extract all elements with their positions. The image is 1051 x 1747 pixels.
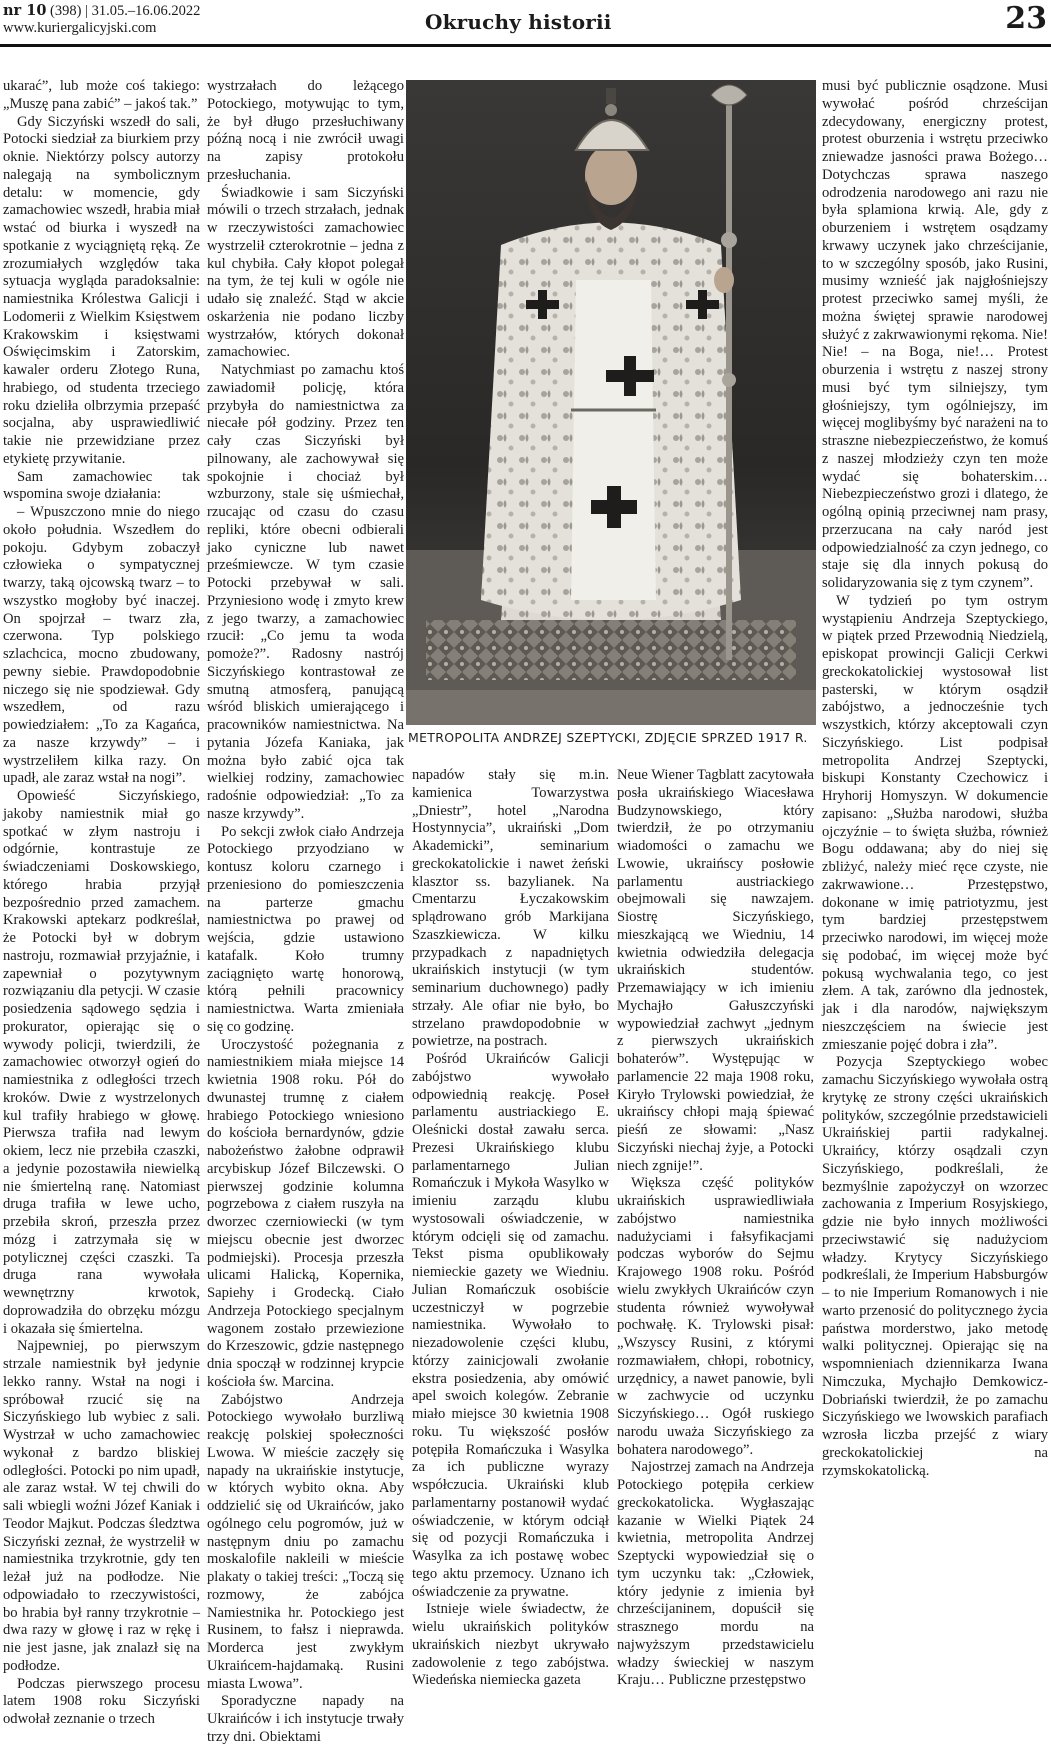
paragraph: Podczas pierwszego procesu latem 1908 roku Siczyński odwołał zeznanie o trzech (3, 1675, 200, 1727)
paragraph: napadów stały się m.in. kamienica Towarzystwa „Dniestr”, hotel „Narodna Hostynnycia”, ukraiński „Dom Akademicki”, seminarium greckokatolickie i nawet żeński klasztor ss. bazylianek. Na Cmentarzu Łyczakowskim splądrowano grób Markijana Szaszkiewicza. W kilku przypadkach z napadniętych ukraińskich instytucji (w tym seminarium duchownego) padły strzały. Ale ofiar nie było, bo strzelano prawdopodobnie w powietrze, na postrach. (412, 767, 609, 1050)
paragraph: Pośród Ukraińców Galicji zabójstwo wywołało odpowiednią reakcję. Poseł parlamentu austriackiego E. Oleśnicki dostał zawału serca. Prezesi Ukraińskiego klubu parlamentarnego Julian Romańczuk i Mykoła Wasylko w imieniu zarządu klubu wystosowali oświadczenie, w którym odcięli się od zamachu. Tekst pisma opublikowały niemieckie gazety we Wiedniu. Julian Romańczuk osobiście uczestniczył w pogrzebie namiestnika. Wywołało to niezadowolenie części klubu, którzy zainicjowali zwołanie ekstra posiedzenia, aby omówić apel swoich kolegów. Zebranie miało miejsce 30 kwietnia 1908 roku. Tu większość posłów potępiła Romańczuka i Wasylka za ich publiczne wyrazy współczucia. Ukraiński klub parlamentarny postanowił wydać oświadczenie, w którym odciął się od pozycji Romańczuka i Wasylka za ich postawę wobec tego aktu przemocy. Uznano ich oświadczenie za prywatne. (412, 1051, 609, 1600)
paragraph: Zabójstwo Andrzeja Potockiego wywołało burzliwą reakcję polskiej społeczności Lwowa. W mieście zaczęły się napady na ukraińskie instytucje, w których wybito okna. Aby oddzielić się od Ukraińców, jako ogólnego celu pogromów, już w następnym dniu po zamachu moskalofile nakleili w mieście plakaty o takiej treści: „Toczą się rozmowy, że zabójca Namiestnika hr. Potockiego jest Rusinem, to fałsz i nieprawda. Morderca jest zwykłym Ukraińcem-hajdamaką. Rusini miasta Lwowa”. (207, 1391, 404, 1692)
paragraph: Opowieść Siczyńskiego, jakoby namiestnik miał go spotkać w złym nastroju i odgórnie, kontrastuje ze świadczeniami Doskowskiego, którego hrabia przyjął bezpośrednio przed zamachem. Krakowski aptekarz podkreślał, że Potocki był w dobrym nastroju, rozmawiał przyjaźnie, i zapewniał o pozytywnym rozwiązaniu dla petycji. W czasie posiedzenia sądowego sędzia i prokurator, opierając się o wywody policji, twierdzili, że zamachowiec otworzył ogień do namiestnika z odległości trzech kroków. Dwie z wystrzelonych kul trafiły hrabiego w głowę. Pierwsza trafiła nad lewym okiem, lecz nie przebiła czaszki, a jedynie pozostawiła niewielką nie śmiertelną ranę. Natomiast druga trafiła w lewe ucho, przebiła skroń, przeszła przez mózg i zatrzymała się w potylicznej części czaszki. Ta druga rana wywołała wewnętrzny krwotok, doprowadziła do obrzęku mózgu i okazała się śmiertelna. (3, 788, 200, 1337)
article-column-5 (822, 78, 1048, 1634)
paragraph: Natychmiast po zamachu ktoś zawiadomił policję, która przybyła do namiestnictwa za niecałe pół godziny. Przez ten cały czas Siczyński był pilnowany, ale zachowywał się spokojnie i chociaż był wzburzony, stale się uśmiechał, rzucając od czasu do czasu repliki, które obecni odbierali jako cyniczne lub nawet prześmiewcze. W tym czasie Potocki przebywał w sali. Przyniesiono wodę i zmyto krew z jego twarzy, a zamachowiec rzucił: „Co jemu ta woda pomoże?”. Radosny nastrój Siczyńskiego kontrastował ze smutną atmosferą, panującą wśród bliskich umierającego i pracowników namiestnictwa. Na pytania Józefa Kaniaka, jak można było zabić ojca tak wielkiej rodziny, zamachowiec radośnie odpowiedział: „To za nasze krzywdy”. (207, 362, 404, 822)
article-column-4 (617, 767, 814, 1689)
paragraph: Neue Wiener Tagblatt zacytowała posła ukraińskiego Wiacesława Budzynowskiego, który twierdził, że po otrzymaniu wiadomości o zamachu we Lwowie, ukraińscy posłowie parlamentu austriackiego obejmowali się nawzajem. Siostrę Siczyńskiego, mieszkającą we Wiedniu, 14 kwietnia odwiedziła delegacja ukraińskich studentów. Przemawiający w ich imieniu Mychajło Gałuszczyński wypowiedział zachwyt „jednym z pierwszych ukraińskich bohaterów”. Występując w parlamencie 22 maja 1908 roku, Kiryło Trylowski powiedział, że ukraińscy chłopi mają śpiewać pieśń ze słowami: „Nasz Siczyński niechaj żyje, a Potocki niech zgnije!”. (617, 767, 814, 1174)
paragraph: Najostrzej zamach na Andrzeja Potockiego potępiła cerkiew greckokatolicka. Wygłaszając kazanie w Wielki Piątek 24 kwietnia, metropolita Andrzej Szeptycki wypowiedział się o tym uczynku tak: „Człowiek, który jedynie z imienia był chrześcijaninem, dopuścił się strasznego mordu na najwyższym przedstawicielu władzy świeckiej w naszym Kraju… Publiczne przestępstwo (617, 1459, 814, 1689)
website-url: www.kuriergalicyjski.com (3, 20, 157, 36)
paragraph: ukarać”, lub może coś takiego: „Muszę pana zabić” – jakoś tak.” (3, 78, 200, 112)
issue-info (3, 2, 200, 37)
paragraph: Sporadyczne napady na Ukraińców i ich instytucje trwały trzy dni. Obiektami (207, 1693, 404, 1745)
paragraph: Najpewniej, po pierwszym strzale namiestnik był jedynie lekko ranny. Wstał na nogi i spróbował rzucić się na Siczyńskiego lub wybiec z sali. Wystrzał w ucho zamachowiec wykonał z bardzo bliskiej odległości. Potocki po nim upadł, ale zaraz wstał. W tej chwili do sali wbiegli woźni Józef Kaniak i Teodor Majkut. Podczas śledztwa Siczyński zeznał, że wystrzelił w namiestnika trzykrotnie, gdy ten leżał już na podłodze. Nie odpowiadało to rzeczywistości, bo hrabia był ranny trzykrotnie – dwa razy w głowę i raz w rękę i nie jest jasne, jak znalazł się na podłodze. (3, 1338, 200, 1674)
page-header (0, 0, 1051, 44)
header-rule (0, 44, 1051, 47)
paragraph: Gdy Siczyński wszedł do sali, Potocki siedział za biurkiem przy oknie. Niektórzy polscy autorzy nalegają na symbolicznym detalu: w momencie, gdy zamachowiec wszedł, hrabia miał wstać od biurka i wyszedł na spotkanie z wyciągniętą ręką. Ze zrozumiałych względów taka sytuacja wygląda paradoksalnie: namiestnika Królestwa Galicji i Lodomerii z Wielkim Księstwem Krakowskim i księstwami Oświęcimskim i Zatorskim, kawaler orderu Złotego Runa, hrabiego, od studenta trzeciego roku dzieliła olbrzymia przepaść socjalna, aby usprawiedliwić takie nie przewidziane przez etykietę przywitanie. (3, 113, 200, 467)
photo-caption: METROPOLITA ANDRZEJ SZEPTYCKI, ZDJĘCIE SPRZED 1917 R. (408, 730, 808, 745)
paragraph: Świadkowie i sam Siczyński mówili o trzech strzałach, jednak w rzeczywistości zamachowiec wystrzelił czterokrotnie – jedna z kul chybiła. Cały kłopot polegał na tym, że tej kuli w ogóle nie udało się znaleźć. Stąd w akcie oskarżenia nie podano liczby wystrzałów, których dokonał zamachowiec. (207, 184, 404, 361)
article-column-3 (412, 767, 609, 1689)
section-title: Okruchy historii (425, 10, 612, 34)
paragraph: Pozycja Szeptyckiego wobec zamachu Siczyńskiego wywołała ostrą krytykę ze strony części ukraińskich polityków, szczególnie przedstawicieli Ukraińskiej partii radykalnej. Ukraińcy, którzy osądzali czyn Siczyńskiego, podkreślali, że bezmyślnie zapożyczył on wzorzec zachowania z Imperium Rosyjskiego, gdzie nie było innych możliwości przeciwstawić się nadużyciom władzy. Krytycy Siczyńskiego podkreślali, że Imperium Habsburgów – to nie Imperium Romanowych i nie warto przenosić do politycznego życia państwa morderstwo, jako metodę walki politycznej. Opierając się na wspomnieniach dziennikarza Iwana Nimczuka, Mychajło Demkowicz-Dobriański twierdził, że po zamachu Siczyńskiego we lwowskich parafiach wzrosła liczba przejść z wiary greckokatolickiej na rzymskokatolicką. (822, 1054, 1048, 1479)
photo-illustration (406, 80, 816, 725)
article-column-1 (3, 78, 200, 1727)
paragraph: Uroczystość pożegnania z namiestnikiem miała miejsce 14 kwietnia 1908 roku. Pół do dwunastej trumnę z ciałem hrabiego Potockiego wniesiono do kościoła bernardynów, gdzie nabożeństwo żałobne odprawił arcybiskup Józef Bilczewski. O pierwszej godzinie kolumna pogrzebowa z ciałem ruszyła na dworzec czerniowiecki (w tym miejscu obecnie jest dworzec podmiejski). Procesja przeszła ulicami Halicką, Kopernika, Sapiehy i Grodecką. Ciało Andrzeja Potockiego specjalnym wagonem zostało przewiezione do Krzeszowic, gdzie następnego dnia spoczął w rodzinnej krypcie kościoła św. Marcina. (207, 1036, 404, 1390)
page-number: 23 (1005, 1, 1047, 36)
paragraph: – Wpuszczono mnie do niego około południa. Wszedłem do pokoju. Gdybym zobaczył człowieka o sympatycznej twarzy, taką ojcowską twarz – to wszystko mogłoby być inaczej. On spojrzał – twarz zła, czerwona. Typ polskiego szlachcica, mocno zbudowany, pewny siebie. Prawdopodobnie niczego się nie spodziewał. Gdy wszedłem, od razu powiedziałem: „To za Kagańca, za nasze krzywdy” – i wystrzeliłem kilka razy. On upadł, ale zaraz wstał na nogi”. (3, 504, 200, 787)
article-column-2 (207, 78, 404, 1745)
issue-number: nr 10 (3, 2, 47, 19)
paragraph: Większa część polityków ukraińskich usprawiedliwiała zabójstwo namiestnika nadużyciami i fałsyfikacjami podczas wyborów do Sejmu Krajowego 1908 roku. Pośród wielu zwykłych Ukraińców czyn studenta również wywoływał pochwałę. K. Trylowski pisał: „Wszyscy Rusini, z którymi rozmawiałem, chłopi, robotnicy, urzędnicy, a nawet panowie, byli w zachwycie od uczynku Siczyńskiego… Ogół ruskiego narodu uważa Siczyńskiego za bohatera narodowego”. (617, 1175, 814, 1458)
issue-dates: (398) | 31.05.–16.06.2022 (46, 3, 201, 19)
paragraph: Istnieje wiele świadectw, że wielu ukraińskich polityków ukraińskich niezbyt ukrywało zadowolenie z tego zabójstwa. Wiedeńska niemiecka gazeta (412, 1601, 609, 1689)
issue-line (3, 2, 200, 20)
paragraph: W tydzień po tym ostrym wystąpieniu Andrzeja Szeptyckiego, w piątek przed Przewodnią Niedzielą, episkopat prowincji Galicji Cerkwi greckokatolickiej wystosował list pasterski, w którym osądził zabójstwo, a jednocześnie tych wszystkich, którzy akceptowali czyn Siczyńskiego. List podpisał metropolita Andrzej Szeptycki, biskupi Konstanty Czechowicz i Hryhorij Homyszyn. W dokumencie zapisano: „Służba narodowi, służba ojczyźnie – to święta służba, również Bogu oddawana; aby do niej się zbliżyć, należy mieć ręce czyste, nie zakrwawione… Przestępstwo, dokonane w imię patriotyzmu, jest tym bardziej przestępstwem przeciwko narodowi, im więcej może się podobać, im więcej może być pokusą wychwalania tego, co jest złem. A tak, zarówno dla jednostek, jak i dla narodów, największym nieszczęściem na świecie jest zmieszanie pojęć dobra i zła”. (822, 592, 1048, 1053)
paragraph: Sam zamachowiec tak wspomina swoje działania: (3, 468, 200, 503)
metropolitan-photo (406, 80, 816, 725)
paragraph: wystrzałach do leżącego Potockiego, motywując to tym, że był długo przesłuchiwany późną nocą i nie zwrócił uwagi na zapisy protokołu przesłuchania. (207, 78, 404, 183)
paragraph: musi być publicznie osądzone. Musi wywołać pośród chrześcijan zdecydowany, energiczny protest, protest oburzenia i wstrętu przeciwko zniewadze jasności prawa Bożego… Dotychczas sprawa naszego odrodzenia narodowego ani razu nie była splamiona krwią. Ale, gdy z oburzeniem i wstrętem osądzamy krwawy uczynek jako chrześcijanie, to w szczególny sposób, jako Rusini, musimy wznieść jak najgłośniejszy protest przeciwko samej myśli, że można świętej sprawie narodowej służyć z zakrwawionymi rękoma. Nie! Nie! – na Boga, nie!… Protest oburzenia i wstrętu z naszej strony musi być tym silniejszy, tym głośniejszy, tym ogólniejszy, im więcej moglibyśmy być narażeni na to straszne niebezpieczeństwo, że komuś z naszej młodzieży czyn ten może wydać się bohaterskim… Niebezpieczeństwo grozi i dlatego, że ogólną opinią przeciwnej nam prasy, przerzucana na cały naród jest odpowiedzialność za czyn jednego, co staje się dla innych pokusą do solidaryzowania się z tym czynem”. (822, 78, 1048, 591)
paragraph: Po sekcji zwłok ciało Andrzeja Potockiego przyodziano w kontusz koloru czarnego i przeniesiono do pomieszczenia na parterze gmachu namiestnictwa po prawej od wejścia, gdzie ustawiono katafalk. Koło trumny zaciągnięto wartę honorową, którą pełnili pracownicy namiestnictwa. Warta zmieniała się co godzinę. (207, 823, 404, 1035)
